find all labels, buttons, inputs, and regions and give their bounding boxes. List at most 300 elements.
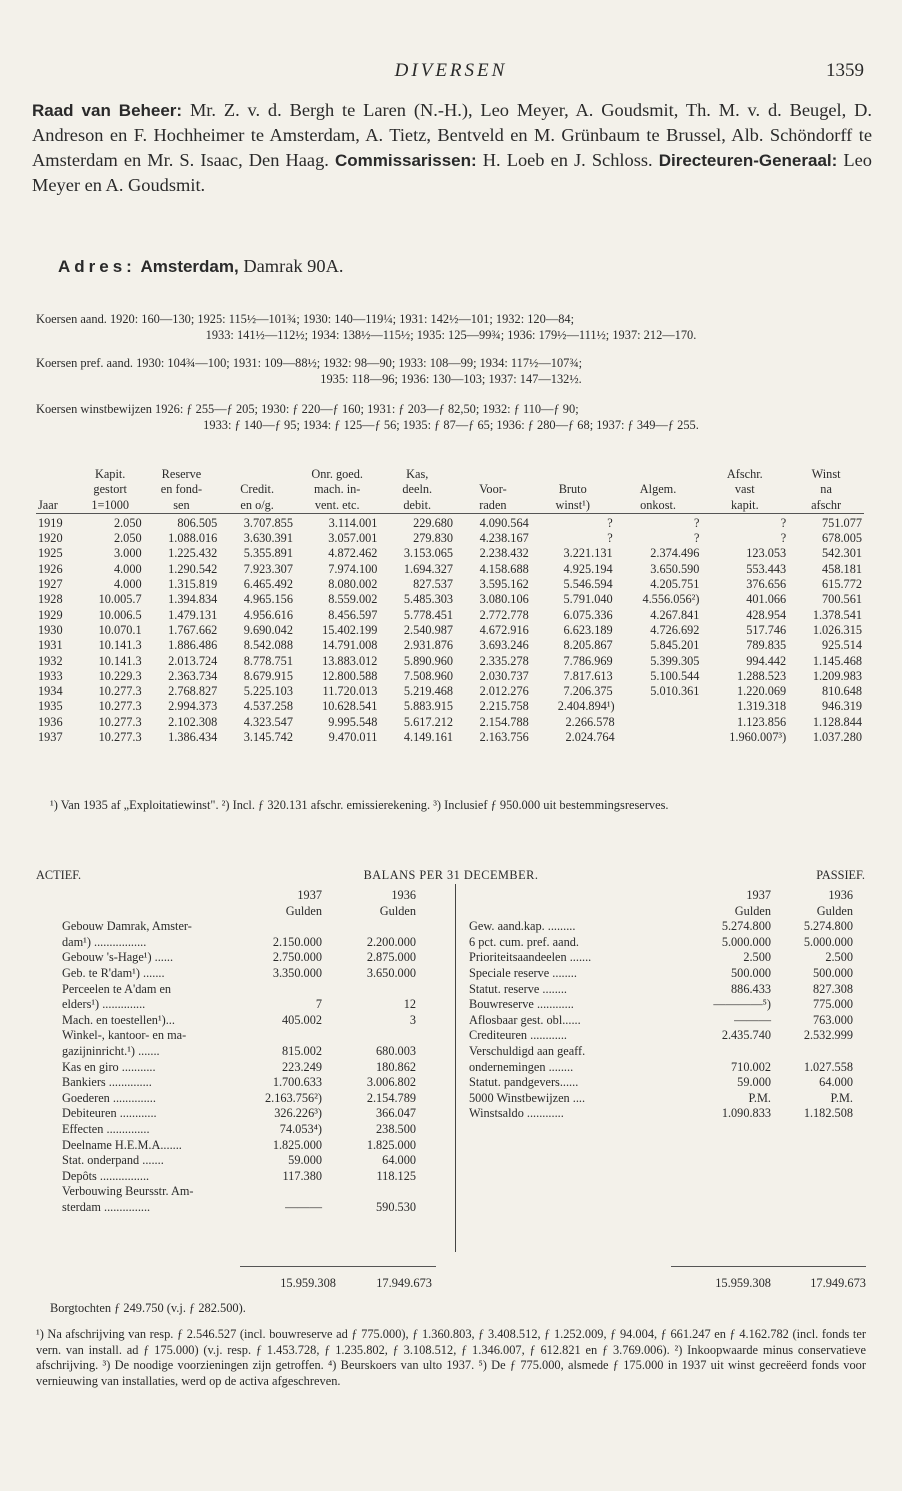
running-title: DIVERSEN [394,60,508,81]
value-cell: 10.277.3 [98,714,142,729]
value-cell: 10.070.1 [98,622,142,637]
balance-row [469,1060,853,1076]
column-header: Kas, [406,467,429,481]
balance-value-1936 [322,1028,416,1044]
value-cell: 6.075.336 [563,607,613,622]
column-header: raden [455,498,531,514]
value-cell: 2.374.496 [650,546,700,561]
value-cell: 7.206.375 [563,684,613,699]
value-cell: 946.319 [822,699,862,714]
table-row [36,562,864,577]
value-cell: 517.746 [746,622,787,637]
balance-value-1936: 1.825.000 [366,1137,416,1152]
balance-value-1936: 64.000 [819,1075,853,1090]
balance-value-1937: 2.150.000 [272,934,322,949]
value-cell: 2.215.758 [479,699,529,714]
column-header: gestort [93,482,127,497]
value-cell: 2.238.432 [479,546,529,561]
unit-b-header: Gulden [379,903,416,918]
value-cell: 2.050 [113,515,142,530]
value-cell: 4.925.194 [563,561,613,576]
year-b-header: 1936 [391,888,416,902]
value-cell: 1.290.542 [168,561,218,576]
column-header: Bruto [558,482,587,497]
value-cell: 8.080.002 [328,577,378,592]
value-cell: 2.363.734 [168,668,218,683]
balance-row [469,935,853,951]
value-cell: 15.402.199 [322,622,378,637]
table-row [36,699,864,714]
borgtochten-line: Borgtochten ƒ 249.750 (v.j. ƒ 282.500). [50,1301,246,1315]
balance-row [62,966,416,982]
balance-value-1937: 7 [315,997,322,1012]
balance-row [62,1028,416,1044]
header-row [36,467,864,482]
value-cell: 827.537 [413,577,454,592]
value-cell: 994.442 [746,653,787,668]
column-header: Reserve [161,467,202,481]
value-cell: 4.323.547 [243,714,293,729]
balance-value-1937: 710.002 [731,1059,771,1074]
directeuren-label: Directeuren-Generaal: [658,150,838,170]
balance-item-label: Geb. te R'dam¹) ....... [62,965,165,980]
value-cell: 8.778.751 [243,653,293,668]
value-cell: 2.050 [113,531,142,546]
value-cell: 3.057.001 [328,531,378,546]
value-cell: 1.123.856 [737,714,787,729]
column-header: mach. in- [313,482,361,497]
value-cell: 700.561 [822,592,862,607]
value-cell: 2.540.987 [403,622,454,637]
year-cell: 1932 [38,653,63,668]
column-header: debit. [379,498,455,514]
value-cell: 13.883.012 [322,653,378,668]
value-cell: 2.931.876 [403,638,454,653]
value-cell: 1.128.844 [812,714,862,729]
value-cell [615,730,702,745]
balance-footnote: ¹) Na afschrijving van resp. ƒ 2.546.527 (incl. bouwreserve ad ƒ 775.000), ƒ 1.360.803, ƒ 3.408.512, ƒ 1.252.009, ƒ 94.004, ƒ 661.247 en ƒ 4.162.782 (incl. fonds ter vern. van install. ad ƒ 175.000) (v.j. resp. ƒ 1.453.728, ƒ 1.235.802, ƒ 3.108.512, ƒ 1.346.007, ƒ 612.821 en ƒ 3.769.006). ²) Inkoopwaarde minus conservatieve afschrijving. ³) De noodige voorzieningen zijn getroffen. ⁴) Beurskoers van ulto 1937. ⁵) De ƒ 775.000, alsmede ƒ 175.000 in 1937 uit winst gecreëerd fonds voor vernieuwing van installaties, werd op de activa afgeschreven. [36,1327,866,1388]
koersen-aand-line1: Koersen aand. 1920: 160—130; 1925: 115½—101¾; 1930: 140—119¼; 1931: 142½—101; 1932: 120—84; [36,312,575,326]
value-cell: 6.623.189 [563,622,613,637]
value-cell: 5.617.212 [403,714,454,729]
balance-item-label: ondernemingen ........ [469,1059,574,1074]
koersen-aand-line2: 1933: 141½—112½; 1934: 138½—115½; 1935: 125—99¾; 1936: 179½—111½; 1937: 212—170. [205,327,697,342]
value-cell: 3.693.246 [479,638,529,653]
value-cell: 14.791.008 [322,638,378,653]
year-cell: 1933 [38,668,63,683]
value-cell: 7.817.613 [563,668,613,683]
balance-value-1936: 2.154.789 [366,1090,416,1105]
value-cell: 4.267.841 [650,607,700,622]
value-cell: 428.954 [746,607,787,622]
balance-row [62,1153,416,1169]
balance-value-1936: 1.182.508 [803,1106,853,1121]
value-cell: 8.679.915 [243,668,293,683]
value-cell: 5.883.915 [403,699,454,714]
table-row [36,608,864,623]
value-cell: 10.005.7 [98,592,142,607]
value-cell: 7.786.969 [563,653,613,668]
address-street: Damrak 90A. [243,256,344,276]
value-cell: 10.277.3 [98,730,142,745]
address-city: Amsterdam, [140,257,239,276]
balance-item-label: Effecten .............. [62,1121,150,1136]
value-cell: 1.088.016 [168,531,218,546]
balance-actief-table [62,888,416,1215]
balance-row [469,997,853,1013]
value-cell: 2.768.827 [168,684,218,699]
balance-value-1936: 118.125 [376,1168,416,1183]
value-cell: 5.399.305 [650,653,700,668]
passief-total-1937: 15.959.308 [715,1276,771,1290]
balance-value-1936: 238.500 [376,1121,416,1136]
balance-item-label: Winstsaldo ............ [469,1106,564,1121]
value-cell: 615.772 [822,577,862,592]
value-cell: 2.335.278 [479,653,529,668]
value-cell: 2.404.894¹) [557,699,615,714]
value-cell: 4.956.616 [243,607,293,622]
balance-item-label: Gew. aand.kap. ......... [469,919,576,934]
value-cell [615,699,702,714]
balance-value-1937: 500.000 [731,965,771,980]
value-cell: 925.514 [822,638,862,653]
value-cell: 3.153.065 [403,546,454,561]
value-cell: 8.542.088 [243,638,293,653]
koersen-pref [36,356,866,387]
column-header: Winst [811,467,841,481]
value-cell: 2.154.788 [479,714,529,729]
balance-value-1936: 763.000 [813,1012,853,1027]
board-paragraph [32,98,872,198]
value-cell: 3.595.162 [479,577,529,592]
value-cell: 3.707.855 [243,515,293,530]
balance-item-label: Gebouw 's-Hage¹) ...... [62,950,174,965]
balance-item-label: Aflosbaar gest. obl...... [469,1012,581,1027]
value-cell: 542.301 [822,546,862,561]
balance-item-label: elders¹) .............. [62,997,146,1012]
value-cell: 9.690.042 [243,622,293,637]
year-cell: 1936 [38,714,63,729]
koersen-winst [36,402,866,433]
balance-value-1936: 366.047 [376,1106,416,1121]
table-row [36,730,864,745]
commissarissen-text: H. Loeb en J. Schloss. [482,149,653,170]
header-row [36,498,864,514]
balance-value-1936: P.M. [830,1090,853,1105]
balance-value-1936: 3.006.802 [366,1075,416,1090]
passief-label: PASSIEF. [816,868,865,882]
balance-value-1937: 117.380 [282,1168,322,1183]
column-header: onkost. [615,498,702,514]
value-cell: 1.288.523 [737,668,787,683]
value-cell: ? [780,531,787,546]
balance-value-1937: 223.249 [282,1059,322,1074]
table-row [36,715,864,730]
balance-row [62,1060,416,1076]
statistics-footnote: ¹) Van 1935 af „Exploitatiewinst". ²) Incl. ƒ 320.131 afschr. emissierekening. ³) Inclusief ƒ 950.000 uit bestemmingsreserves. [50,798,669,812]
year-cell: 1934 [38,684,63,699]
year-cell: 1929 [38,607,63,622]
balance-row [469,1106,853,1122]
balance-item-label: 6 pct. cum. pref. aand. [469,934,579,949]
value-cell: 1.767.662 [168,622,218,637]
balance-item-label: sterdam ............... [62,1199,151,1214]
balance-value-1937: 59.000 [737,1075,771,1090]
value-cell: 2.772.778 [479,607,529,622]
unit-b-header: Gulden [816,903,853,918]
balance-item-label: Debiteuren ............ [62,1106,157,1121]
balance-value-1936: 827.308 [813,981,853,996]
year-cell: 1935 [38,699,63,714]
value-cell: 10.628.541 [322,699,378,714]
balance-row [469,966,853,982]
balance-item-label: Bouwreserve ............ [469,997,574,1012]
balance-value-1936: 590.530 [376,1199,416,1214]
value-cell: 2.024.764 [565,730,615,745]
balance-value-1937: 59.000 [288,1153,322,1168]
value-cell: 5.546.594 [563,577,613,592]
balance-value-1936: 3.650.000 [366,965,416,980]
column-header [615,467,702,482]
value-cell: 2.030.737 [479,668,529,683]
value-cell: 1.037.280 [812,730,862,745]
table-row [36,513,864,531]
balance-value-1937: 2.750.000 [272,950,322,965]
value-cell: 10.277.3 [98,684,142,699]
balance-value-1936: 3 [409,1012,416,1027]
balance-row [62,1106,416,1122]
value-cell: 12.800.588 [322,668,378,683]
value-cell: ? [607,515,613,530]
value-cell: 751.077 [822,515,862,530]
balance-row [62,1169,416,1185]
value-cell: ? [693,531,700,546]
actief-total-1936: 17.949.673 [376,1276,432,1290]
value-cell: 9.470.011 [328,730,378,745]
balance-row [62,1138,416,1154]
balance-value-1936 [322,1184,416,1200]
balance-value-1937: 2.435.740 [721,1028,771,1043]
value-cell: 3.650.590 [650,561,700,576]
year-cell: 1919 [38,515,63,530]
column-header: afschr [788,498,864,514]
column-header: Kapit. [94,467,126,481]
balance-item-label: Statut. reserve ........ [469,981,568,996]
commissarissen-label: Commissarissen: [334,150,477,170]
column-header: na [820,482,832,497]
value-cell: 1.394.834 [168,592,218,607]
value-cell: 5.100.544 [650,668,700,683]
year-cell: 1927 [38,577,63,592]
value-cell: 3.221.131 [563,546,613,561]
balance-item-label: gazijninricht.¹) ....... [62,1043,160,1058]
balance-value-1937: ——— [285,1199,322,1214]
value-cell: 8.559.002 [328,592,378,607]
value-cell: 4.965.156 [243,592,293,607]
actief-total-1937: 15.959.308 [280,1276,336,1290]
year-a-header: 1937 [297,888,322,902]
value-cell: 678.005 [822,531,862,546]
value-cell: 11.720.013 [322,684,378,699]
balance-item-label: 5000 Winstbewijzen .... [469,1090,586,1105]
value-cell: 8.456.597 [328,607,378,622]
balance-row [62,1044,416,1060]
balance-item-label: Winkel-, kantoor- en ma- [62,1028,187,1043]
balance-item-label: Verschuldigd aan geaff. [469,1043,586,1058]
balance-item-label: Kas en giro ........... [62,1059,156,1074]
balance-value-1936: 5.000.000 [803,934,853,949]
value-cell: 1.220.069 [737,684,787,699]
column-header: Jaar [36,498,77,514]
year-cell: 1930 [38,622,63,637]
balance-value-1937: 74.053⁴) [279,1121,322,1136]
value-cell: 4.726.692 [650,622,700,637]
year-cell: 1931 [38,638,63,653]
value-cell: 7.508.960 [403,668,454,683]
value-cell: 7.923.307 [243,561,293,576]
value-cell: 10.006.5 [98,607,142,622]
balance-item-label: Prioriteitsaandeelen ....... [469,950,592,965]
value-cell: 1.479.131 [168,607,218,622]
value-cell: 5.225.103 [243,684,293,699]
balance-value-1937: 5.274.800 [721,919,771,934]
value-cell: ? [607,531,613,546]
column-header [531,467,615,482]
value-cell: 5.890.960 [403,653,454,668]
column-header: Onr. goed. [311,467,363,481]
statistics-header [36,467,864,513]
column-header: kapit. [701,498,788,514]
table-row [36,577,864,592]
balance-item-label: dam¹) ................. [62,934,147,949]
value-cell: 4.149.161 [403,730,454,745]
actief-label: ACTIEF. [36,868,82,882]
column-header: vent. etc. [295,498,379,514]
column-header: 1=1000 [77,498,144,514]
balance-row [62,950,416,966]
table-row [36,638,864,653]
balance-value-1936: 2.875.000 [366,950,416,965]
directeuren-text: Leo Meyer en A. Goudsmit. [32,149,872,196]
unit-a-header: Gulden [285,903,322,918]
balance-value-1937 [238,1184,322,1200]
raad-label: Raad van Beheer: [32,101,183,120]
balance-row [62,1013,416,1029]
value-cell: 553.443 [746,561,787,576]
value-cell: 4.238.167 [479,531,529,546]
balance-row [62,935,416,951]
value-cell: 123.053 [746,546,787,561]
value-cell: 5.355.891 [243,546,293,561]
balance-row [469,1028,853,1044]
balance-item-label: Stat. onderpand ....... [62,1153,164,1168]
table-row [36,546,864,561]
table-row [36,669,864,684]
value-cell: 5.845.201 [650,638,700,653]
value-cell: 9.995.548 [328,714,378,729]
koersen-winst-line1: Koersen winstbewijzen 1926: ƒ 255—ƒ 205; 1930: ƒ 220—ƒ 160; 1931: ƒ 203—ƒ 82,50; 1932: ƒ 110—ƒ 90; [36,402,579,416]
balance-value-1937 [238,919,322,935]
balance-value-1936: 500.000 [813,965,853,980]
balance-row [469,919,853,935]
value-cell: 2.102.308 [168,714,218,729]
column-header: en fond- [160,482,203,497]
balance-value-1936: 180.862 [376,1059,416,1074]
balance-value-1936: 64.000 [382,1153,416,1168]
balance-value-1937: 1.090.833 [721,1106,771,1121]
value-cell: 7.974.100 [328,561,378,576]
balance-row [62,1200,416,1216]
table-row [36,531,864,546]
balance-value-1936: 775.000 [813,997,853,1012]
column-header: Algem. [639,482,677,497]
balance-value-1936: 1.027.558 [803,1059,853,1074]
table-row [36,654,864,669]
balance-value-1937: 5.000.000 [721,934,771,949]
year-cell: 1926 [38,561,63,576]
value-cell: 376.656 [746,577,787,592]
value-cell: 3.080.106 [479,592,529,607]
value-cell: 1.319.318 [737,699,787,714]
value-cell: 1.694.327 [403,561,454,576]
value-cell: 810.648 [822,684,862,699]
balance-divider [455,884,456,1252]
balance-item-label: Statut. pandgevers...... [469,1075,579,1090]
year-a-header: 1937 [746,888,771,902]
value-cell: 1.209.983 [812,668,862,683]
value-cell: 8.205.867 [563,638,613,653]
value-cell: 3.145.742 [243,730,293,745]
koersen-pref-line1: Koersen pref. aand. 1930: 104¾—100; 1931: 109—88½; 1932: 98—90; 1933: 108—99; 1934: 117½—107¾; [36,356,583,370]
balance-row [62,919,416,935]
balance-row [62,982,416,998]
balance-value-1937 [238,982,322,998]
year-cell: 1925 [38,546,63,561]
value-cell: ? [780,515,787,530]
balance-row [62,997,416,1013]
balance-row [62,1075,416,1091]
balance-value-1936: 2.500 [825,950,853,965]
value-cell: 2.012.276 [479,684,529,699]
column-header: en o/g. [219,498,295,514]
column-header: deeln. [402,482,433,497]
value-cell: 458.181 [822,561,862,576]
balance-value-1937: 326.226³) [274,1106,322,1121]
value-cell: 1.886.486 [168,638,218,653]
koersen-pref-line2: 1935: 118—96; 1936: 130—103; 1937: 147—132½. [320,371,582,386]
balance-item-label: Deelname H.E.M.A....... [62,1137,182,1152]
value-cell: 1.026.315 [812,622,862,637]
statistics-table [36,467,864,745]
value-cell: 4.872.462 [328,546,378,561]
value-cell: 2.163.756 [479,730,529,745]
column-header: Voor- [479,482,507,497]
balance-value-1936: 680.003 [376,1043,416,1058]
column-header [219,467,295,482]
balance-row [62,1091,416,1107]
page-number: 1359 [826,60,864,81]
statistics-body [36,513,864,745]
balance-row [469,1091,853,1107]
balance-value-1936 [322,982,416,998]
value-cell: 1.960.007³) [729,730,787,745]
balance-value-1937: 2.500 [743,950,771,965]
year-cell: 1928 [38,592,63,607]
balance-value-1937: 815.002 [282,1043,322,1058]
balance-value-1937: 405.002 [282,1012,322,1027]
balance-item-label: Mach. en toestellen¹)... [62,1012,175,1027]
balance-item-label: Verbouwing Beursstr. Am- [62,1184,194,1199]
